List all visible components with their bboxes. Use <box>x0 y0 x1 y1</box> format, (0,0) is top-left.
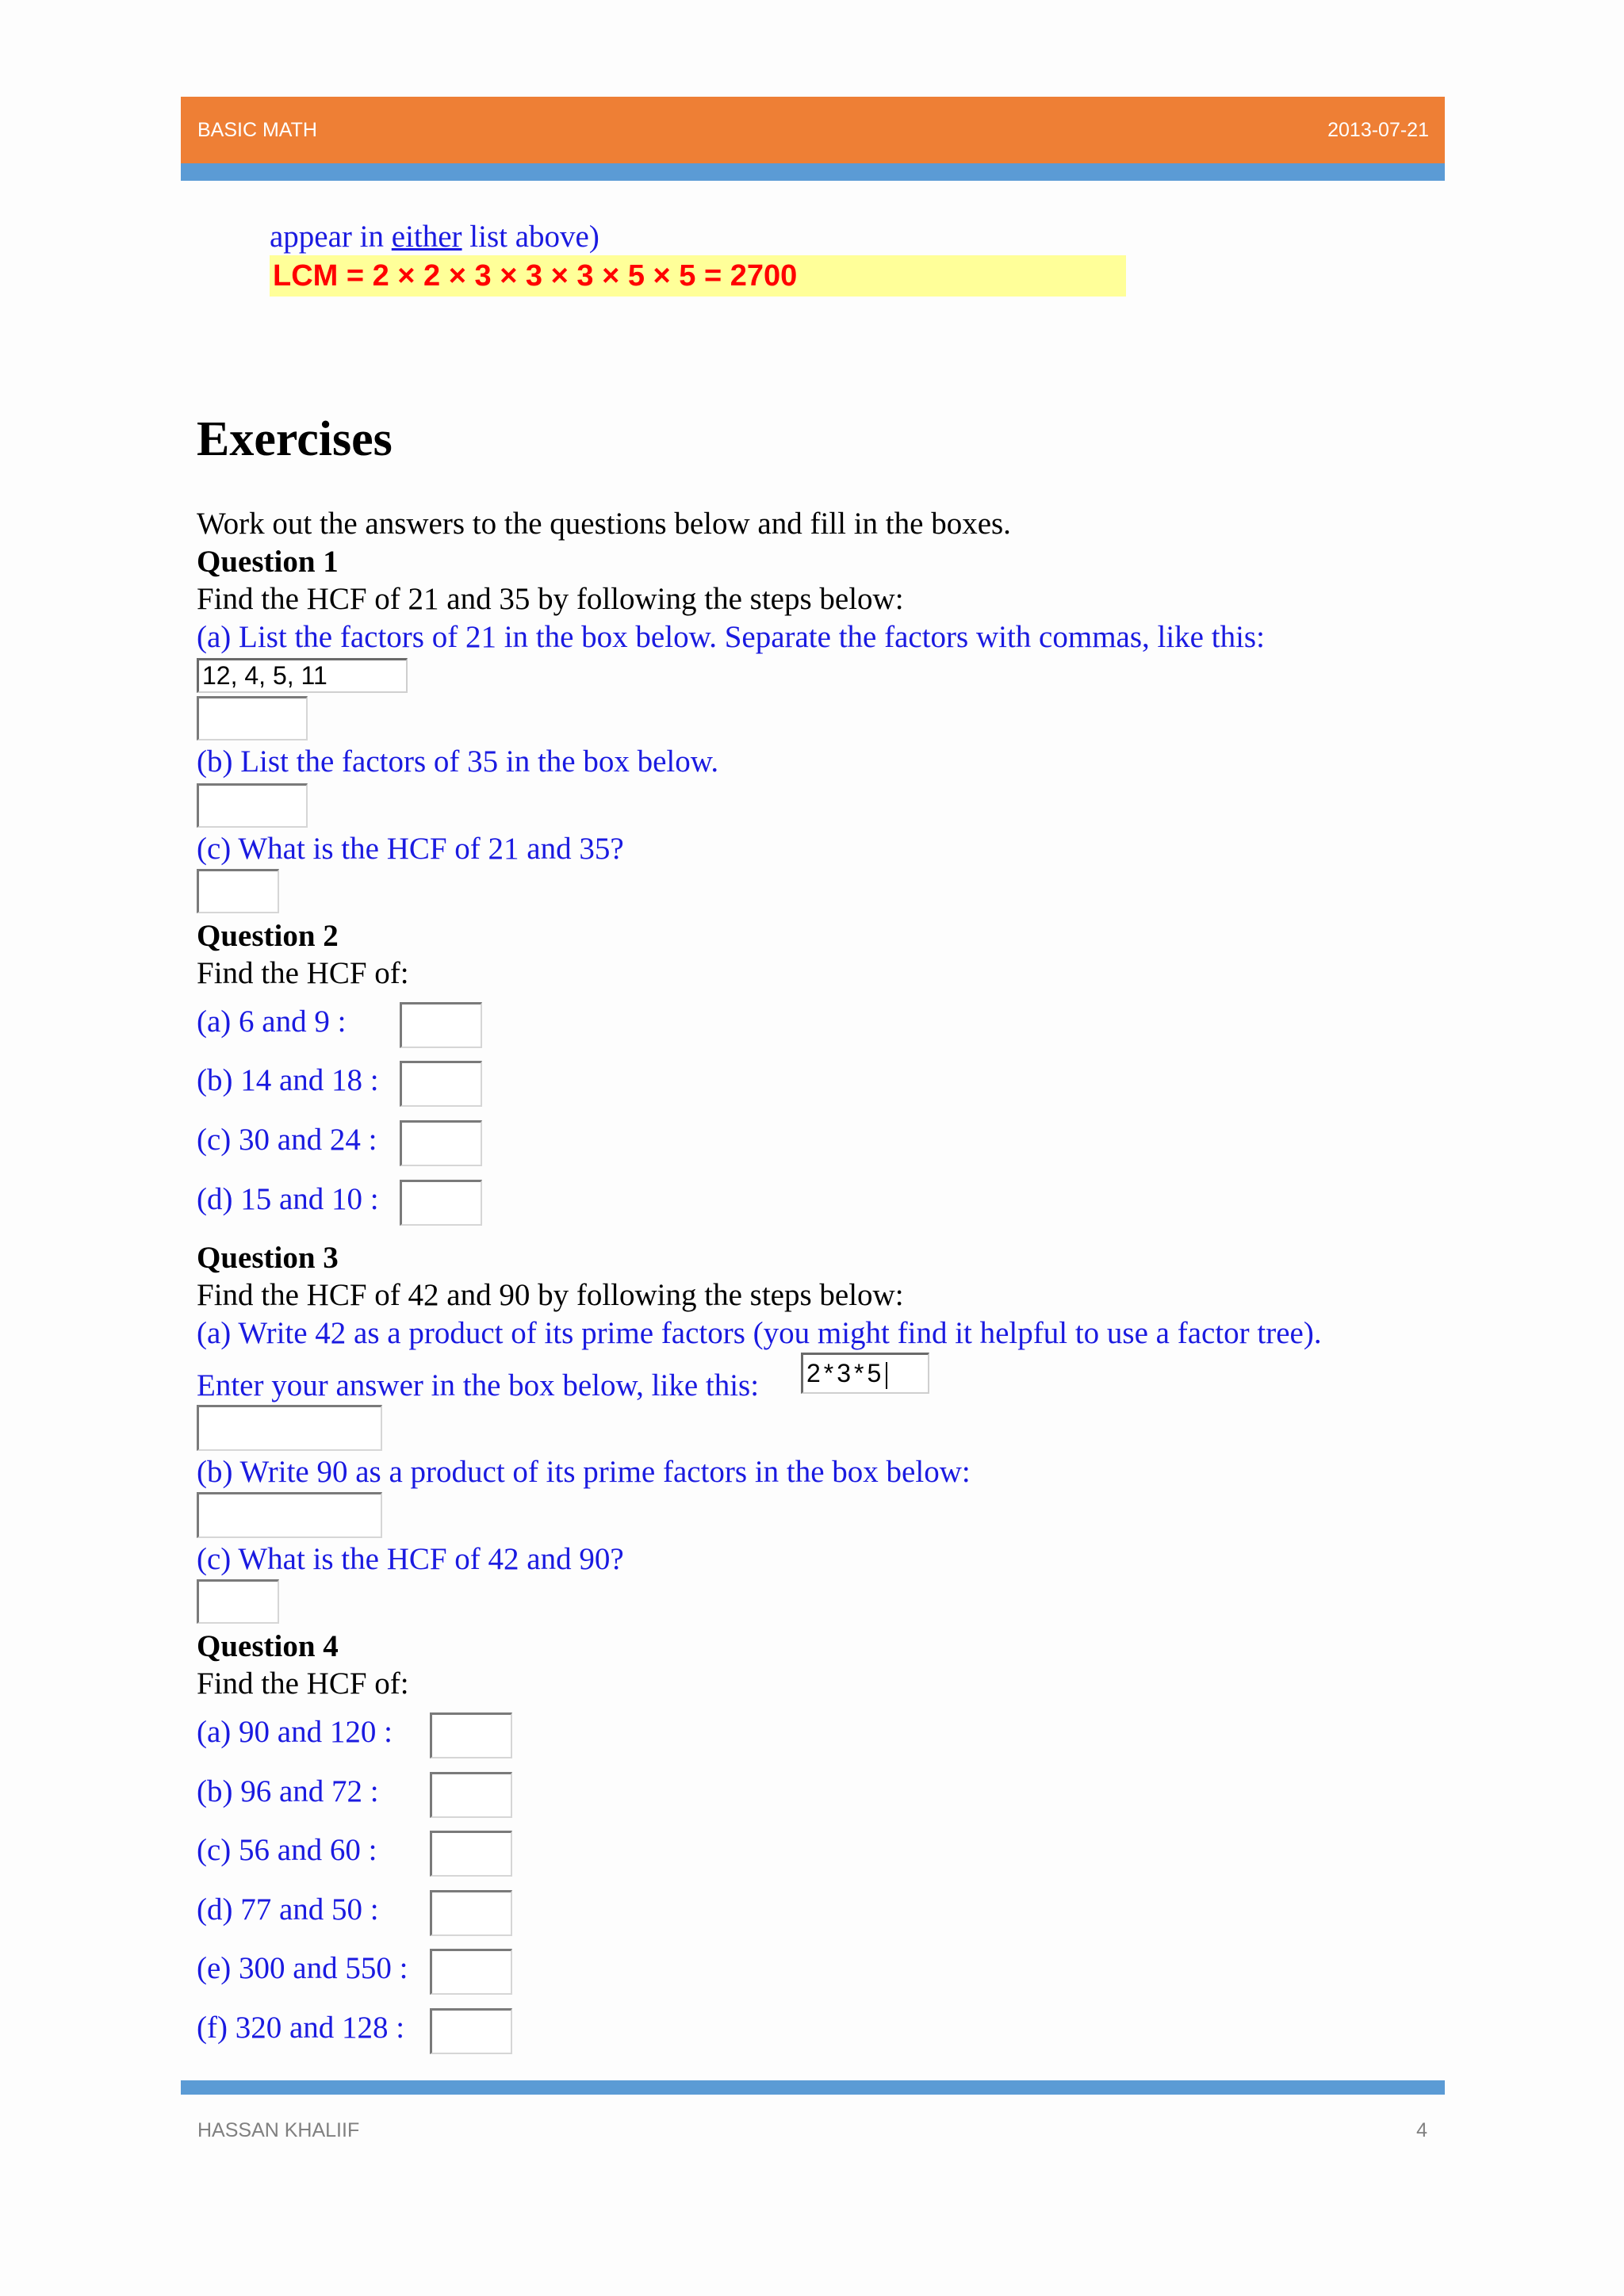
either-link[interactable]: either <box>391 220 462 254</box>
intro-prefix: appear in <box>270 220 392 254</box>
q4-title: Question 4 <box>197 1629 339 1663</box>
q3-title: Question 3 <box>197 1241 339 1275</box>
q3-part-c: (c) What is the HCF of 42 and 90? <box>197 1542 624 1576</box>
header-bar <box>181 97 1445 163</box>
instructions: Work out the answers to the questions below and fill in the boxes. <box>197 507 1011 541</box>
q1-part-c: (c) What is the HCF of 21 and 35? <box>197 832 624 866</box>
q2-b-answer-input[interactable] <box>400 1061 482 1107</box>
q2-d-answer-input[interactable] <box>400 1180 482 1226</box>
lcm-result: LCM = 2 × 2 × 3 × 3 × 3 × 5 × 5 = 2700 <box>273 259 798 293</box>
q2-intro: Find the HCF of: <box>197 956 409 990</box>
footer-author: HASSAN KHALIIF <box>197 2119 360 2141</box>
q1-a-answer-input[interactable] <box>197 696 308 740</box>
q4-item-f: (f) 320 and 128 : <box>197 2011 405 2045</box>
header-title: BASIC MATH <box>197 119 317 141</box>
q3-part-b: (b) Write 90 as a product of its prime factors in the box below: <box>197 1455 971 1489</box>
q3-c-answer-input[interactable] <box>197 1579 279 1624</box>
q4-f-answer-input[interactable] <box>430 2008 512 2054</box>
q1-intro: Find the HCF of 21 and 35 by following the steps below: <box>197 582 904 616</box>
q3-b-answer-input[interactable] <box>197 1492 382 1538</box>
q3-intro: Find the HCF of 42 and 90 by following the steps below: <box>197 1278 904 1312</box>
q4-item-d: (d) 77 and 50 : <box>197 1892 379 1927</box>
q4-a-answer-input[interactable] <box>430 1712 512 1758</box>
q4-item-c: (c) 56 and 60 : <box>197 1833 377 1867</box>
q2-item-b: (b) 14 and 18 : <box>197 1063 379 1097</box>
q4-c-answer-input[interactable] <box>430 1831 512 1877</box>
q3-part-a: (a) Write 42 as a product of its prime factors (you might find it helpful to use a factor tree). <box>197 1316 1322 1350</box>
q3-sample-text: 2*3*5 <box>806 1359 885 1387</box>
q3-part-a-enter: Enter your answer in the box below, like this: <box>197 1368 760 1402</box>
q4-item-a: (a) 90 and 120 : <box>197 1715 393 1749</box>
q2-item-d: (d) 15 and 10 : <box>197 1182 379 1216</box>
q4-item-e: (e) 300 and 550 : <box>197 1951 408 1985</box>
q4-intro: Find the HCF of: <box>197 1667 409 1701</box>
text-caret <box>886 1362 887 1389</box>
q1-b-answer-input[interactable] <box>197 783 308 828</box>
q4-d-answer-input[interactable] <box>430 1890 512 1936</box>
q4-e-answer-input[interactable] <box>430 1949 512 1995</box>
header-date: 2013-07-21 <box>1327 119 1429 141</box>
q1-c-answer-input[interactable] <box>197 869 279 913</box>
q2-item-a: (a) 6 and 9 : <box>197 1004 347 1039</box>
q3-sample-box <box>801 1353 929 1394</box>
section-title: Exercises <box>197 412 393 466</box>
q4-b-answer-input[interactable] <box>430 1772 512 1818</box>
q2-c-answer-input[interactable] <box>400 1120 482 1166</box>
intro-suffix: list above) <box>462 220 599 254</box>
q2-item-c: (c) 30 and 24 : <box>197 1123 377 1157</box>
q1-title: Question 1 <box>197 545 339 579</box>
footer-band <box>181 2080 1445 2095</box>
q4-item-b: (b) 96 and 72 : <box>197 1774 379 1808</box>
q3-a-answer-input[interactable] <box>197 1405 382 1451</box>
q1-part-b: (b) List the factors of 35 in the box below. <box>197 744 719 779</box>
q2-a-answer-input[interactable] <box>400 1002 482 1048</box>
page-number: 4 <box>1416 2119 1427 2141</box>
q1-part-a: (a) List the factors of 21 in the box below. Separate the factors with commas, like this: <box>197 620 1265 654</box>
header-band <box>181 163 1445 181</box>
q1-sample-box: 12, 4, 5, 11 <box>197 658 408 693</box>
intro-line <box>270 219 599 255</box>
q2-title: Question 2 <box>197 919 339 953</box>
